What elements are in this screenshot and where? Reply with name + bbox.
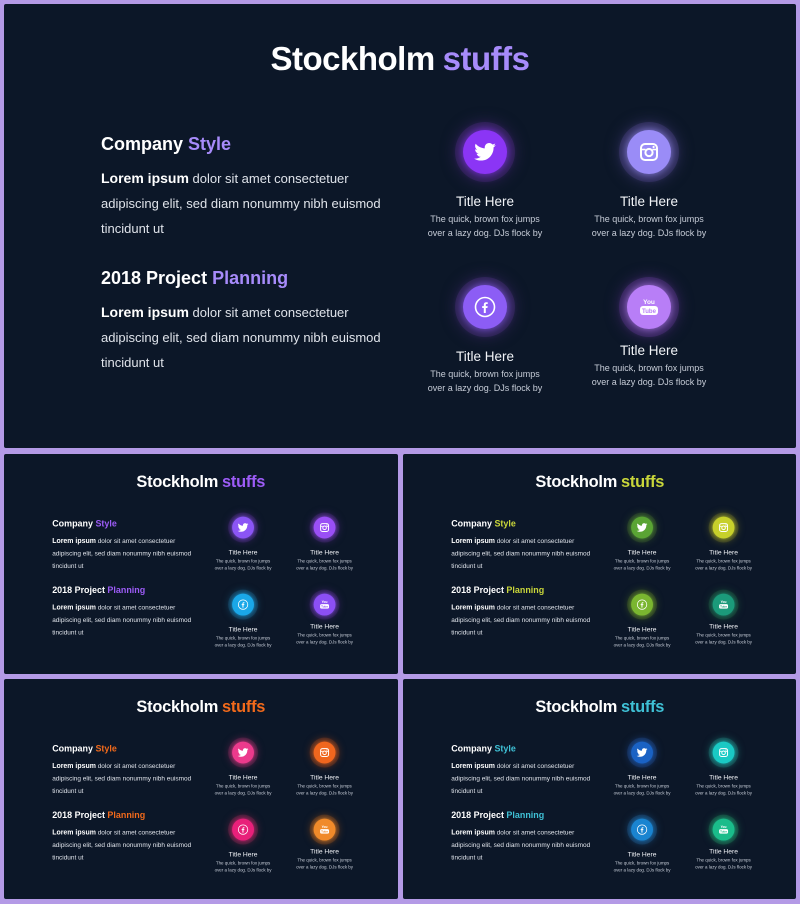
svg-text:You: You xyxy=(643,299,655,306)
feature-description: The quick, brown fox jumps over a lazy dog. DJs flock by xyxy=(296,783,354,796)
section-paragraph: Lorem ipsum dolor sit amet consectetuer adipiscing elit, sed diam nonummy nibh euismod tincidunt ut xyxy=(451,761,591,795)
feature-description: The quick, brown fox jumps over a lazy dog. DJs flock by xyxy=(591,214,707,238)
slide-title xyxy=(4,697,398,716)
section-paragraph: Lorem ipsum dolor sit amet consectetuer adipiscing elit, sed diam nonummy nibh euismod tincidunt ut xyxy=(52,603,192,636)
svg-text:You: You xyxy=(720,825,727,830)
feature-facebook xyxy=(607,590,677,649)
title-accent-word: stuffs xyxy=(222,471,266,491)
slide-content xyxy=(4,679,398,899)
feature-description: The quick, brown fox jumps over a lazy dog. DJs flock by xyxy=(695,783,753,796)
facebook-icon[interactable] xyxy=(232,594,254,616)
svg-text:You: You xyxy=(321,600,328,605)
slide-thumbnail-purple[interactable] xyxy=(4,454,398,674)
feature-description: The quick, brown fox jumps over a lazy dog. DJs flock by xyxy=(613,860,671,873)
slide-title xyxy=(403,472,796,491)
slide-content xyxy=(403,454,796,674)
feature-title: Title Here xyxy=(627,773,657,781)
feature-instagram xyxy=(290,513,360,572)
feature-title: Title Here xyxy=(455,194,514,209)
section-paragraph: Lorem ipsum dolor sit amet consectetuer adipiscing elit, sed diam nonummy nibh euismod tincidunt ut xyxy=(451,828,591,861)
youtube-icon[interactable] xyxy=(713,594,735,616)
svg-text:You: You xyxy=(321,825,328,830)
section-heading-company-style: Company Style xyxy=(52,518,117,529)
instagram-icon[interactable] xyxy=(713,742,735,764)
instagram-icon[interactable] xyxy=(713,517,735,539)
slide-thumbnail-green[interactable] xyxy=(403,454,796,674)
facebook-icon[interactable] xyxy=(631,819,653,841)
feature-twitter xyxy=(415,122,555,240)
section-paragraph: Lorem ipsum dolor sit amet consectetuer adipiscing elit, sed diam nonummy nibh euismod tincidunt ut xyxy=(101,170,381,236)
feature-title: Title Here xyxy=(455,349,514,364)
title-main-word: Stockholm xyxy=(136,471,219,491)
title-main-word: Stockholm xyxy=(136,696,219,716)
title-main-word: Stockholm xyxy=(535,471,618,491)
facebook-icon[interactable] xyxy=(631,594,653,616)
feature-description: The quick, brown fox jumps over a lazy dog. DJs flock by xyxy=(427,369,543,393)
section-paragraph: Lorem ipsum dolor sit amet consectetuer adipiscing elit, sed diam nonummy nibh euismod tincidunt ut xyxy=(451,603,591,636)
feature-description: The quick, brown fox jumps over a lazy dog. DJs flock by xyxy=(296,632,354,645)
slide-title xyxy=(403,697,796,716)
title-accent-word: stuffs xyxy=(442,40,530,77)
svg-text:You: You xyxy=(720,600,727,605)
feature-description: The quick, brown fox jumps over a lazy dog. DJs flock by xyxy=(613,558,671,571)
section-paragraph: Lorem ipsum dolor sit amet consectetuer adipiscing elit, sed diam nonummy nibh euismod tincidunt ut xyxy=(451,536,591,570)
title-main-word: Stockholm xyxy=(535,696,618,716)
feature-description: The quick, brown fox jumps over a lazy dog. DJs flock by xyxy=(214,860,272,873)
feature-title: Title Here xyxy=(709,622,738,630)
slide-content xyxy=(403,679,796,899)
section-paragraph: Lorem ipsum dolor sit amet consectetuer adipiscing elit, sed diam nonummy nibh euismod tincidunt ut xyxy=(52,828,192,861)
slide-content xyxy=(4,454,398,674)
feature-youtube xyxy=(579,277,719,389)
facebook-icon[interactable] xyxy=(463,285,507,329)
feature-description: The quick, brown fox jumps over a lazy dog. DJs flock by xyxy=(214,635,272,648)
svg-text:Tube: Tube xyxy=(720,829,728,834)
section-heading-project-planning: 2018 Project Planning xyxy=(451,810,545,821)
feature-title: Title Here xyxy=(709,773,738,781)
section-heading-company-style: Company Style xyxy=(451,518,516,529)
feature-youtube xyxy=(290,590,360,646)
instagram-icon[interactable] xyxy=(314,742,336,764)
slide-thumbnail-orange[interactable] xyxy=(4,679,398,899)
title-accent-word: stuffs xyxy=(222,696,266,716)
feature-description: The quick, brown fox jumps over a lazy dog. DJs flock by xyxy=(695,632,753,645)
section-paragraph: Lorem ipsum dolor sit amet consectetuer adipiscing elit, sed diam nonummy nibh euismod tincidunt ut xyxy=(52,761,192,795)
feature-title: Title Here xyxy=(228,548,258,556)
feature-instagram xyxy=(579,122,719,240)
section-heading-company-style: Company Style xyxy=(52,743,117,754)
feature-facebook xyxy=(208,590,278,649)
feature-facebook xyxy=(208,815,278,874)
feature-title: Title Here xyxy=(228,850,258,858)
feature-title: Title Here xyxy=(228,625,258,633)
slide-thumbnail-teal[interactable] xyxy=(403,679,796,899)
feature-title: Title Here xyxy=(310,548,339,556)
section-paragraph: Lorem ipsum dolor sit amet consectetuer adipiscing elit, sed diam nonummy nibh euismod tincidunt ut xyxy=(52,536,192,570)
feature-title: Title Here xyxy=(627,625,657,633)
feature-title: Title Here xyxy=(619,343,678,358)
feature-instagram xyxy=(689,513,759,572)
title-accent-word: stuffs xyxy=(621,696,665,716)
instagram-icon[interactable] xyxy=(314,517,336,539)
feature-facebook xyxy=(607,815,677,874)
slide-title xyxy=(4,472,398,491)
feature-facebook xyxy=(415,277,555,395)
feature-title: Title Here xyxy=(627,850,657,858)
section-heading-company-style: Company Style xyxy=(101,134,232,154)
section-heading-project-planning: 2018 Project Planning xyxy=(101,268,289,288)
feature-title: Title Here xyxy=(627,548,657,556)
feature-title: Title Here xyxy=(709,847,738,855)
feature-description: The quick, brown fox jumps over a lazy dog. DJs flock by xyxy=(296,558,354,571)
feature-title: Title Here xyxy=(619,194,678,209)
youtube-icon[interactable] xyxy=(713,819,735,841)
facebook-icon[interactable] xyxy=(232,819,254,841)
twitter-icon[interactable] xyxy=(631,517,653,539)
feature-instagram xyxy=(290,738,360,797)
twitter-icon[interactable] xyxy=(232,517,254,539)
section-heading-project-planning: 2018 Project Planning xyxy=(52,810,146,821)
feature-youtube xyxy=(290,815,360,871)
slide-content xyxy=(4,4,796,448)
feature-title: Title Here xyxy=(310,773,339,781)
feature-title: Title Here xyxy=(709,548,738,556)
youtube-icon[interactable] xyxy=(314,594,336,616)
feature-description: The quick, brown fox jumps over a lazy dog. DJs flock by xyxy=(695,558,753,571)
feature-instagram xyxy=(689,738,759,797)
youtube-icon[interactable] xyxy=(314,819,336,841)
feature-description: The quick, brown fox jumps over a lazy dog. DJs flock by xyxy=(695,857,753,870)
svg-text:Tube: Tube xyxy=(321,829,329,834)
twitter-icon[interactable] xyxy=(232,742,254,764)
feature-title: Title Here xyxy=(310,847,339,855)
youtube-icon[interactable] xyxy=(627,285,671,329)
feature-description: The quick, brown fox jumps over a lazy dog. DJs flock by xyxy=(613,783,671,796)
feature-title: Title Here xyxy=(310,622,339,630)
feature-description: The quick, brown fox jumps over a lazy dog. DJs flock by xyxy=(214,783,272,796)
section-heading-company-style: Company Style xyxy=(451,743,516,754)
feature-twitter xyxy=(607,513,677,572)
section-heading-project-planning: 2018 Project Planning xyxy=(451,585,545,596)
feature-description: The quick, brown fox jumps over a lazy dog. DJs flock by xyxy=(613,635,671,648)
feature-description: The quick, brown fox jumps over a lazy dog. DJs flock by xyxy=(427,214,543,238)
section-heading-project-planning: 2018 Project Planning xyxy=(52,585,146,596)
feature-title: Title Here xyxy=(228,773,258,781)
title-main-word: Stockholm xyxy=(270,40,435,77)
slide-main[interactable] xyxy=(4,4,796,448)
title-accent-word: stuffs xyxy=(621,471,665,491)
feature-youtube xyxy=(689,815,759,871)
feature-description: The quick, brown fox jumps over a lazy dog. DJs flock by xyxy=(591,363,707,387)
svg-text:Tube: Tube xyxy=(321,604,329,609)
feature-youtube xyxy=(689,590,759,646)
feature-twitter xyxy=(607,738,677,797)
instagram-icon[interactable] xyxy=(627,130,671,174)
svg-text:Tube: Tube xyxy=(642,309,656,315)
twitter-icon[interactable] xyxy=(631,742,653,764)
feature-description: The quick, brown fox jumps over a lazy dog. DJs flock by xyxy=(214,558,272,571)
feature-twitter xyxy=(208,513,278,572)
twitter-icon[interactable] xyxy=(463,130,507,174)
feature-description: The quick, brown fox jumps over a lazy dog. DJs flock by xyxy=(296,857,354,870)
section-paragraph: Lorem ipsum dolor sit amet consectetuer adipiscing elit, sed diam nonummy nibh euismod tincidunt ut xyxy=(101,304,381,370)
svg-text:Tube: Tube xyxy=(720,604,728,609)
feature-twitter xyxy=(208,738,278,797)
slide-title xyxy=(4,40,796,78)
